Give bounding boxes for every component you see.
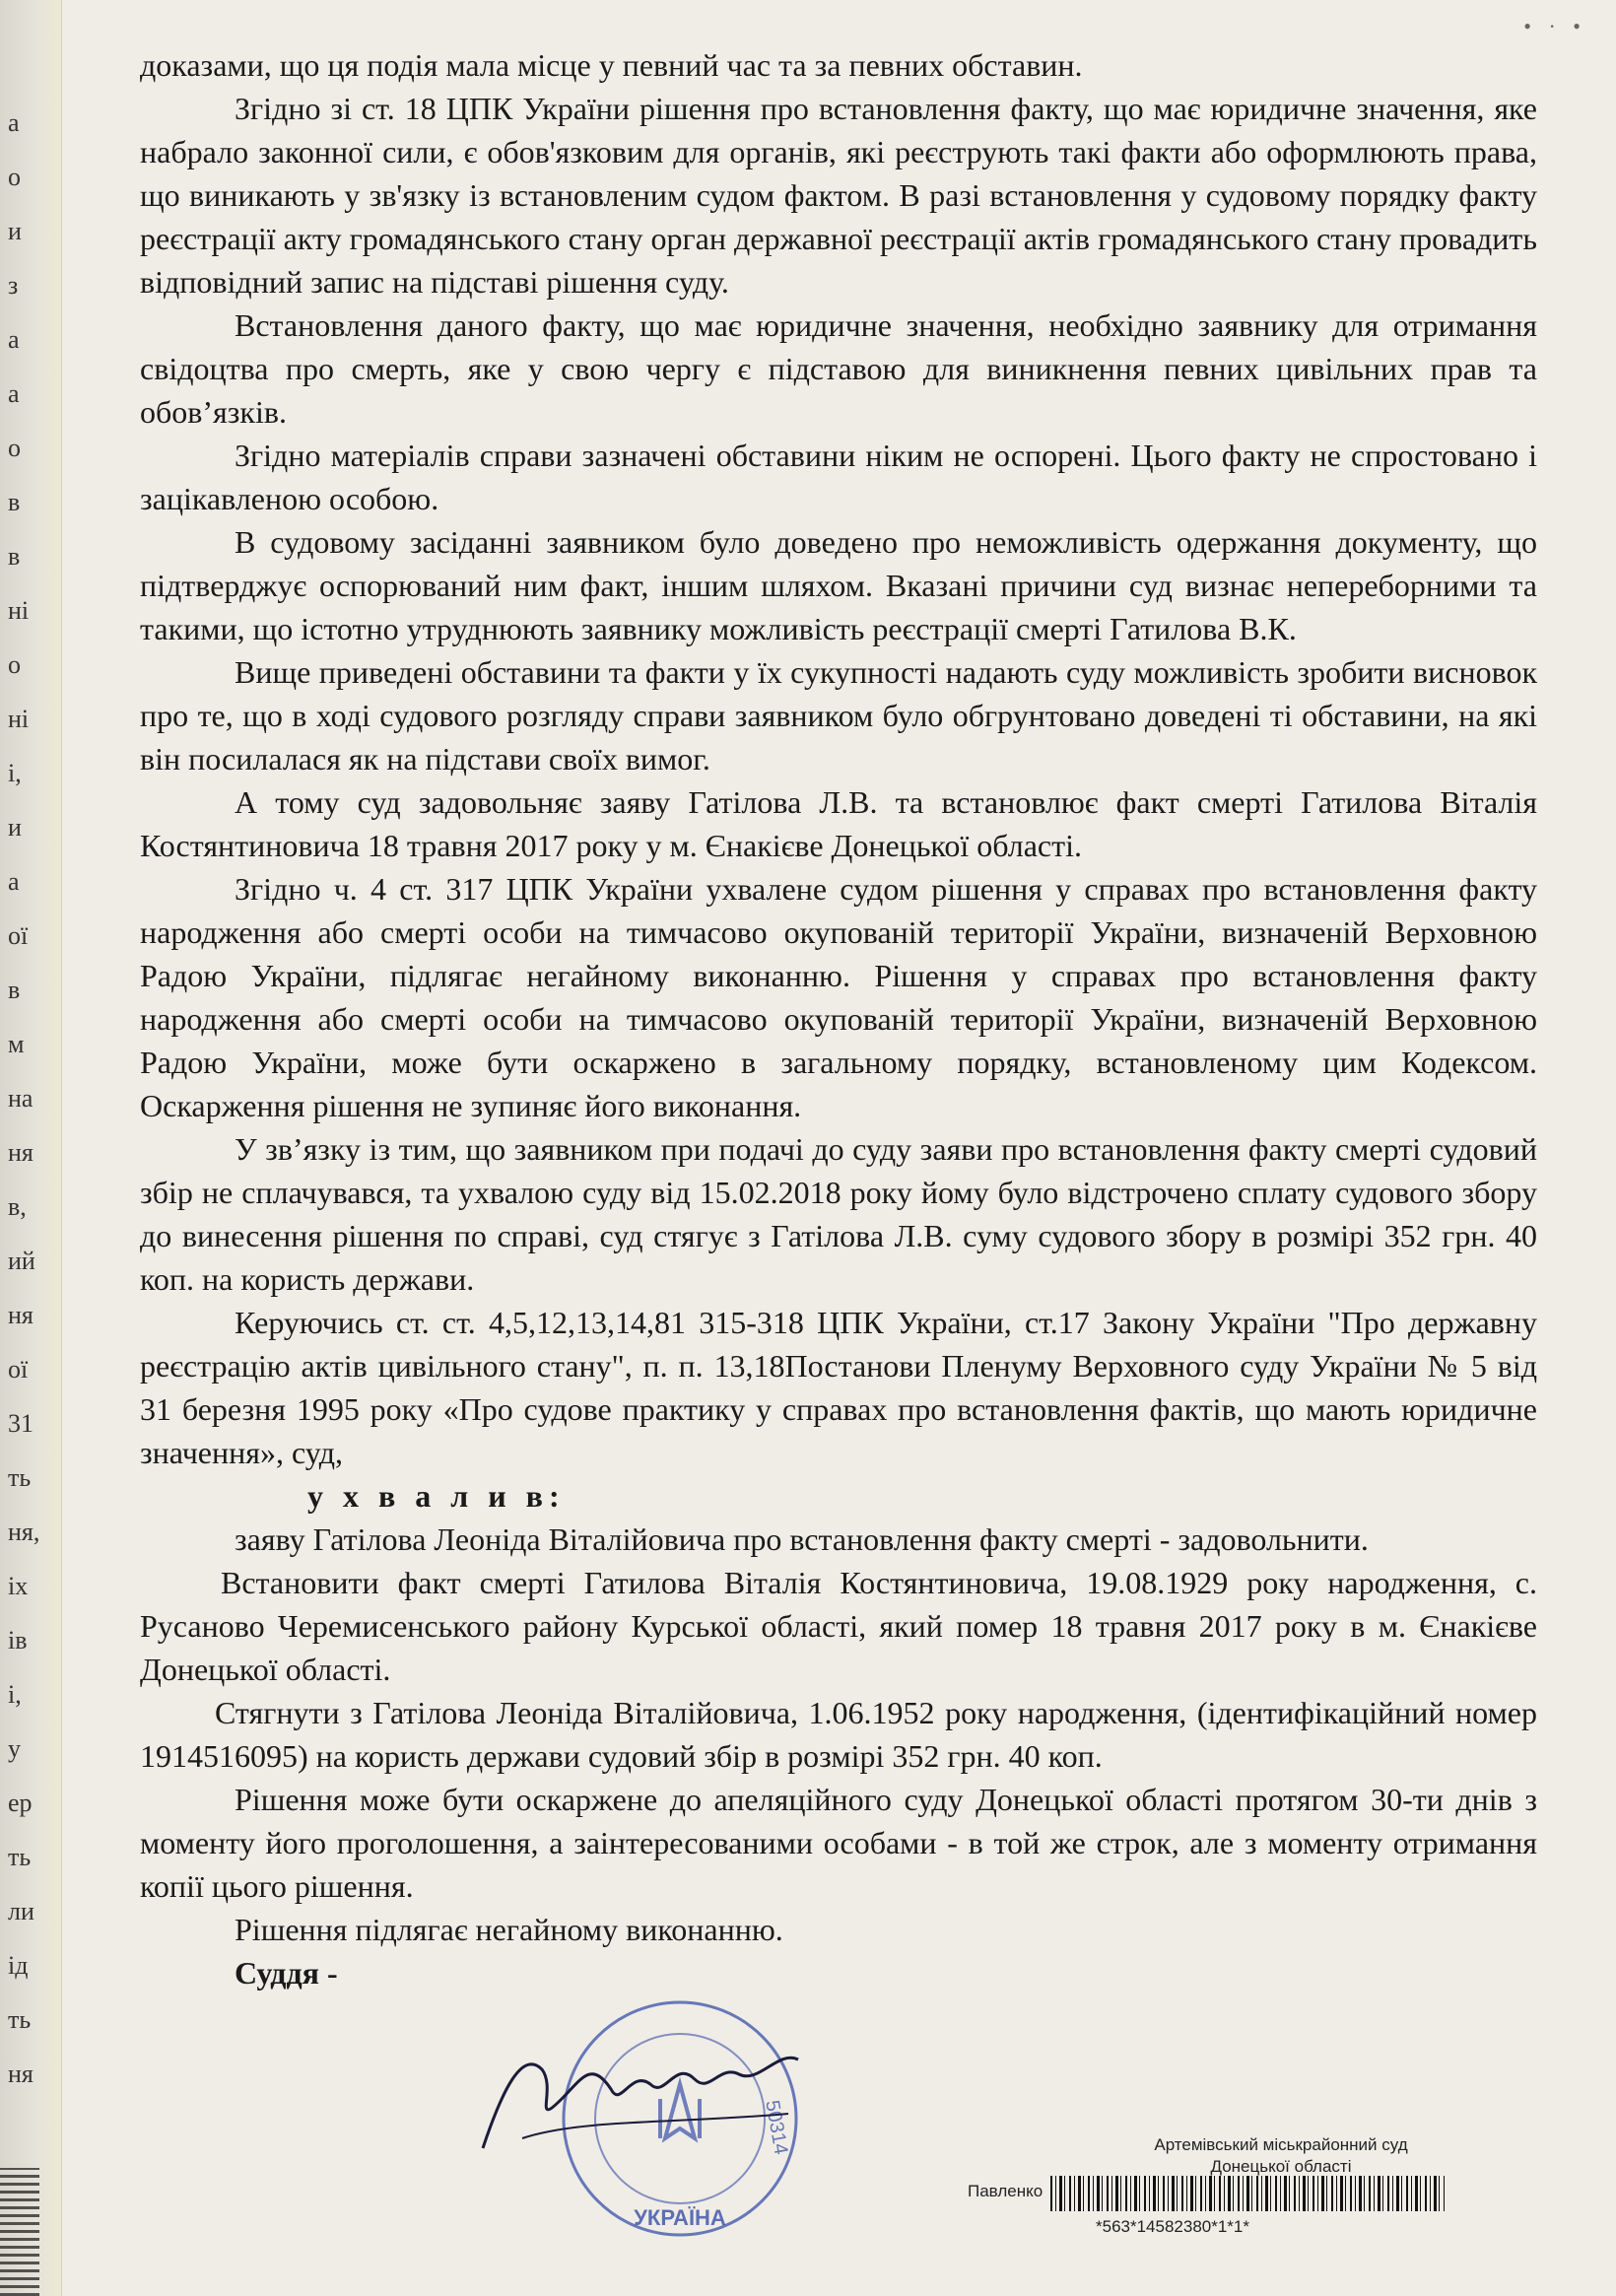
paragraph-court-fee: У зв’язку із тим, що заявником при подачі до суду заяви про встановлення факту смерті судовий збір не сплачувався, та ухвалою суду від 15.02.2018 року йому було відстрочено сплату судового збору до винесення рішення по справі, суд стягує з Гатілова Л.В. суму судового збору в розмірі 352 грн. 40 коп. на користь держави.	[140, 1131, 1537, 1297]
document-barcode	[1050, 2176, 1445, 2211]
margin-fragment: ть	[8, 1463, 32, 1492]
paragraph-art18: Згідно зі ст. 18 ЦПК України рішення про встановлення факту, що має юридичне значення, яке набрало законної сили, є обов'язковим для органів, які реєструють такі факти або оформлюють права, що виникають у зв'язку із встановленим судом фактом. В разі встановлення у судовому порядку факту реєстрації акту громадянського стану орган державної реєстрації актів громадянського стану провадить відповідний запис на підставі рішення суду.	[140, 91, 1537, 300]
margin-fragment: і,	[8, 1680, 22, 1709]
margin-fragment: ть	[8, 2005, 32, 2034]
margin-fragment: ть	[8, 1843, 32, 1871]
margin-fragment: о	[8, 434, 21, 462]
document-body	[140, 43, 1537, 1994]
court-name-line1: Артемівський міськрайонний суд	[1154, 2135, 1408, 2154]
margin-fragment: у	[8, 1734, 21, 1763]
margin-fragment: м	[8, 1030, 25, 1058]
margin-fragment: на	[8, 1084, 34, 1113]
margin-binding-marks	[0, 2168, 39, 2296]
court-name-line2: Донецької області	[1210, 2157, 1352, 2176]
paragraph-purpose: Встановлення даного факту, що має юридичне значення, необхідно заявнику для отримання свідоцтва про смерть, яке у свою чергу є підставою для виникнення певних цивільних прав та обов’язків.	[140, 307, 1537, 430]
margin-fragment: о	[8, 650, 21, 679]
judge-signature	[463, 2030, 818, 2168]
paragraph-guided-by: Керуючись ст. ст. 4,5,12,13,14,81 315-318 ЦПК України, ст.17 Закону України "Про державну реєстрацію актів цивільного стану", п. п. 13,18Постанови Пленуму Верховного суду України № 5 від 31 березня 1995 року «Про судове практику у справах про встановлення фактів, що мають юридичне значення», суд,	[140, 1305, 1537, 1470]
paragraph-not-disputed: Згідно матеріалів справи зазначені обставини ніким не оспорені. Цього факту не спростовано і зацікавленою особою.	[140, 438, 1537, 516]
decision-item-collect-fee: Стягнути з Гатілова Леоніда Віталійовича, 1.06.1952 року народження, (ідентифікаційний номер 1914516095) на користь держави судовий збір в розмірі 352 грн. 40 коп.	[140, 1695, 1537, 1774]
barcode-number: *563*14582380*1*1*	[1096, 2217, 1249, 2236]
margin-fragment: і,	[8, 759, 22, 787]
margin-fragment: ня,	[8, 1518, 40, 1546]
margin-fragment: ні	[8, 705, 30, 733]
clerk-name: Павленко	[968, 2182, 1044, 2200]
margin-fragment: ня	[8, 1138, 34, 1167]
margin-fragment: 31	[8, 1409, 34, 1438]
margin-fragment: а	[8, 108, 20, 137]
scan-dots: • · •	[1523, 14, 1586, 38]
seal-country: УКРАЇНА	[634, 2205, 726, 2230]
margin-fragment: в	[8, 542, 21, 571]
paragraph-intro: доказами, що ця подія мала місце у певний час та за певних обставин.	[140, 47, 1083, 83]
margin-fragment: и	[8, 813, 22, 842]
paragraph-impossibility: В судовому засіданні заявником було доведено про неможливість одержання документу, що підтверджує оспорюваний ним факт, іншим шляхом. Вказані причини суд визнає непереборними та такими, що істотно утруднюють заявнику можливість реєстрації смерті Гатилова В.К.	[140, 524, 1537, 646]
margin-fragment: ня	[8, 2060, 34, 2088]
margin-fragment: о	[8, 163, 21, 191]
left-margin-strip	[0, 0, 62, 2296]
margin-fragment: а	[8, 867, 20, 896]
margin-fragment: ої	[8, 1355, 29, 1384]
margin-fragment: ня	[8, 1301, 34, 1329]
margin-fragment: в	[8, 488, 21, 516]
paragraph-art317: Згідно ч. 4 ст. 317 ЦПК України ухвалене судом рішення у справах про встановлення факту народження або смерті особи на тимчасово окупованій території України, визначеній Верховною Радою України, підлягає негайному виконанню. Рішення у справах про встановлення факту народження або смерті особи на тимчасово окупованій території України, визначеній Верховною Радою України, може бути оскаржено в загальному порядку, встановленому цим Кодексом. Оскарження рішення не зупиняє його виконання.	[140, 871, 1537, 1123]
margin-fragment: з	[8, 271, 19, 300]
margin-fragment: іх	[8, 1572, 29, 1600]
margin-fragment: в,	[8, 1192, 27, 1221]
margin-fragment: ні	[8, 596, 30, 625]
margin-fragment: в	[8, 976, 21, 1004]
margin-fragment: ий	[8, 1247, 35, 1275]
court-name-stamp	[1123, 2134, 1439, 2178]
seal-number: 50314	[761, 2098, 792, 2157]
margin-fragment: ер	[8, 1789, 33, 1817]
paragraph-conclusion: Вище приведені обставини та факти у їх сукупності надають суду можливість зробити висновок про те, що в ході судового розгляду справи заявником було обгрунтовано доведені ті обставини, на які він посилалася як на підстави своїх вимог.	[140, 654, 1537, 777]
paragraph-satisfies: А тому суд задовольняє заяву Гатілова Л.В. та встановлює факт смерті Гатилова Віталія Костянтиновича 18 травня 2017 року у м. Єнакієве Донецької області.	[140, 784, 1537, 863]
decision-heading: у х в а л и в:	[307, 1478, 566, 1514]
margin-fragment: ів	[8, 1626, 28, 1654]
decision-item-appeal: Рішення може бути оскаржене до апеляційного суду Донецької області протягом 30-ти днів з моменту його проголошення, а заінтересованими особами - в той же строк, але з моменту отримання копії цього рішення.	[140, 1782, 1537, 1904]
margin-fragment: а	[8, 379, 20, 408]
judge-label: Суддя -	[235, 1955, 338, 1991]
decision-item-immediate: Рішення підлягає негайному виконанню.	[235, 1912, 783, 1947]
margin-fragment: а	[8, 325, 20, 354]
margin-fragment: ли	[8, 1897, 34, 1925]
decision-item-establish-fact: Встановити факт смерті Гатилова Віталія Костянтиновича, 19.08.1929 року народження, с. Русаново Черемисенського району Курської області, який помер 18 травня 2017 року в м. Єнакієве Донецької області.	[140, 1565, 1537, 1687]
margin-fragment: ої	[8, 921, 29, 950]
margin-fragment: и	[8, 217, 22, 245]
decision-item-satisfy: заяву Гатілова Леоніда Віталійовича про встановлення факту смерті - задовольнити.	[235, 1521, 1369, 1557]
margin-fragment: ід	[8, 1951, 29, 1980]
